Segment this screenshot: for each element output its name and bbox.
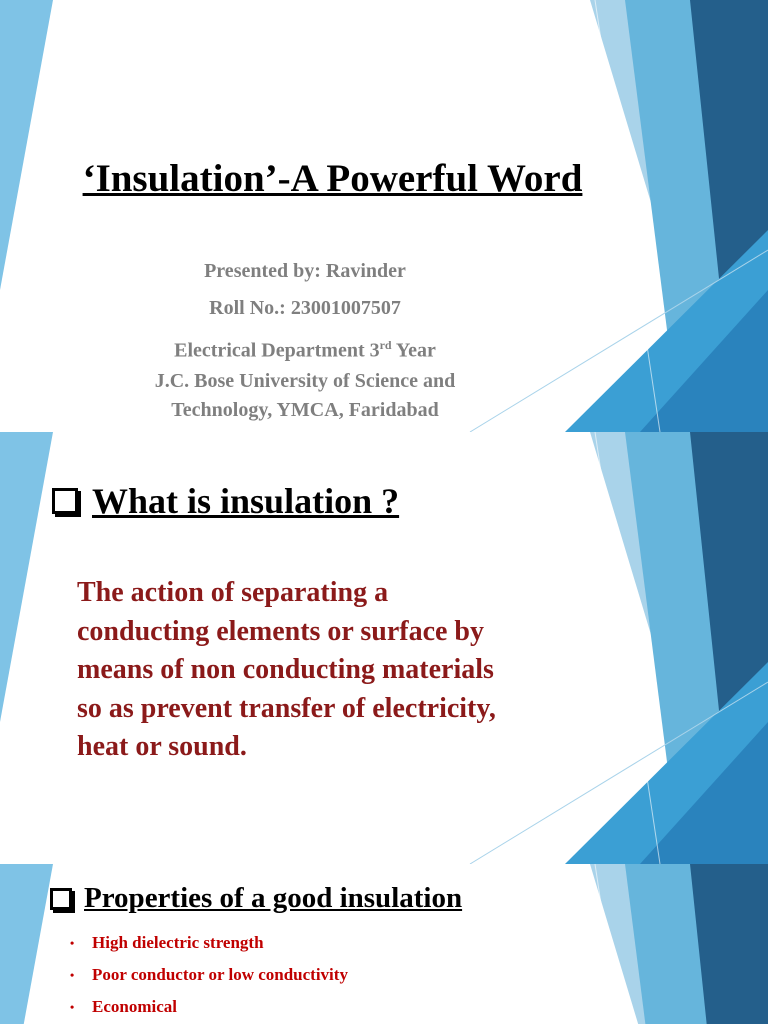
- department-year: Year: [391, 339, 436, 362]
- bullet-dot-icon: •: [70, 999, 75, 1014]
- department: [40, 331, 570, 366]
- definition-line: so as prevent transfer of electricity,: [77, 692, 496, 724]
- definition-line: conducting elements or surface by: [77, 615, 484, 647]
- bullet-dot-icon: •: [70, 967, 75, 982]
- property-text: Poor conductor or low conductivity: [92, 965, 348, 984]
- property-text: High dielectric strength: [92, 933, 264, 952]
- presentation-title: ‘Insulation’-A Powerful Word: [82, 157, 583, 200]
- definition-line: heat or sound.: [77, 731, 247, 762]
- presenter-name: Presented by: Ravinder: [204, 260, 406, 282]
- slide-title: [0, 0, 768, 432]
- properties-heading: [50, 882, 462, 915]
- university-line-2: Technology, YMCA, Faridabad: [171, 399, 439, 421]
- checkbox-bullet-icon: [52, 488, 78, 514]
- slide-definition: [0, 432, 768, 864]
- bullet-dot-icon: •: [70, 935, 75, 950]
- definition-text: [77, 574, 587, 767]
- list-item: [70, 927, 348, 959]
- properties-list: [70, 927, 348, 1023]
- list-item: [70, 991, 348, 1023]
- department-ordinal: rd: [379, 338, 392, 352]
- properties-heading-text: Properties of a good insulation: [84, 882, 463, 914]
- checkbox-bullet-icon: [50, 888, 72, 910]
- definition-line: means of non conducting materials: [77, 654, 494, 685]
- definition-heading-text: What is insulation ?: [92, 481, 400, 521]
- definition-heading: [52, 480, 399, 522]
- definition-line: The action of separating a: [77, 577, 389, 608]
- roll-number: Roll No.: 23001007507: [209, 297, 401, 319]
- university-line-1: J.C. Bose University of Science and: [154, 370, 456, 392]
- property-text: Economical: [92, 997, 177, 1016]
- list-item: [70, 959, 348, 991]
- department-text: Electrical Department 3: [174, 339, 380, 362]
- slide-properties: [0, 864, 768, 1024]
